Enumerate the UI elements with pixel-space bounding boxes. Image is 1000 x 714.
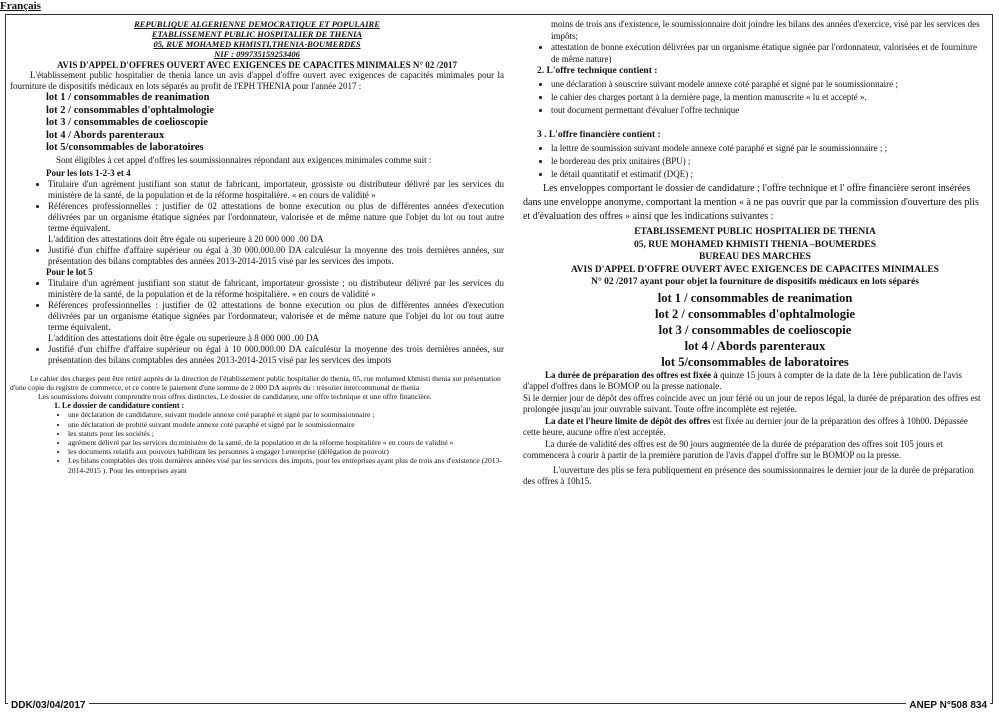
date-limite-text (523, 416, 987, 439)
list-item: • Titulaire d'un agrément justifiant son statut de fabricant, importateur grossiste ; ou distributeur délivré par les services du ministère de la santé, de la population et de la réforme hospitalière. « en cours de validité » (48, 278, 504, 300)
continuation-text: moins de trois ans d'existence, le soumissionnaire doit joindre les bilans des années d'exercice, visé par les services des impôts; (551, 19, 980, 41)
fin-title: 3 . L'offre financière contient : (537, 130, 661, 140)
list-item: • tout document permettant d'évaluer l'offre technique (551, 104, 987, 117)
footer-date: DDK/03/04/2017 (8, 700, 89, 711)
lot-item: lot 2 / consommables d'ophtalmologie (46, 104, 215, 116)
avis-title: AVIS D'APPEL D'OFFRES OUVERT AVEC EXIGENCES DE CAPACITES MINIMALES N° 02 /2017 (57, 60, 457, 70)
continuation-list (523, 42, 987, 65)
tech-list (523, 78, 987, 117)
block-address: 05, RUE MOHAMED KHMISTI THENIA –BOUMERDES (633, 239, 877, 250)
list-item: • Justifié d'un chiffre d'affaire supérieur ou égal à 30 000.000.00 DA calculésur la moyenne des trois dernières années, sur présentation des bilans comptables des années 2013-2014-2015 visé par les services des impots. (48, 245, 504, 267)
list-item: • agrément délivré par les services du ministère de la santé, de la population et de la réforme hospitalière « en cours de validité » (68, 438, 504, 447)
list-item-text: Références professionnelles : justifier de 02 attestations de bonne execution ou plus de différentes années d'execution délivrées par un organisme étatique signées par l'ordonnateur, valorisée et de même nature que l'objet du lot ou tout autre terme équivalent. (48, 299, 504, 332)
duree-text (523, 370, 987, 393)
lot-item: lot 3 / consommables de coelioscopie (46, 117, 208, 128)
list-item: • la lettre de soumission suivant modele annexe coté paraphé et signé par le soumissionnaire ; ; (551, 142, 987, 155)
header-address: 05, RUE MOHAMED KHMISTI,THENIA-BOUMERDES (153, 39, 361, 49)
lots123-list (10, 179, 504, 267)
dernier-jour-text: Si le dernier jour de dépôt des offres coïncide avec un jour férié ou un jour de repos légal, la durée de préparation des offres est prolongée jusqu'au jour ouvrable suivant. Toute offre incomplète est rejetée. (523, 392, 981, 414)
list-item: • Titulaire d'un agrément justifiant son statut de fabricant, importateur, grossiste ou distributeur délivré par les services du ministère de la santé, de la population et de la réforme hospitalière. « en cours de validité » (48, 179, 504, 201)
enveloppes-text: Les enveloppes comportant le dossier de candidature ; l'offre technique et l' offre financière seront insérées dans une enveloppe anonyme, comportant la mention « à ne pas ouvrir que par la commission d'ouverture des plis et d'évaluation des offres » ainsi que les indications suivantes : (523, 183, 979, 222)
list-item (48, 201, 504, 245)
header-nif: NIF : 099735159253406 (214, 49, 300, 59)
left-column (10, 19, 504, 475)
list-item: • les statuts pour les sociétés ; (68, 429, 504, 438)
list-item: • une déclaration à souscrire suivant modele annexe coté paraphé et signé par le soumissionnaire ; (551, 78, 987, 91)
right-lot-list (523, 290, 987, 370)
list-item: • une déclaration de probité suivant modele annexe coté paraphé et signé par le soumissionnaire (68, 420, 504, 429)
header-republic: REPUBLIQUE ALGERIENNE DEMOCRATIQUE ET POPULAIRE (134, 19, 380, 29)
notice-frame (5, 14, 993, 704)
lots123-title: Pour les lots 1-2-3 et 4 (46, 167, 131, 178)
list-item: • les documents relatifs aux pouvoirs habilitant les personnes à engager l.entreprise (délégation de pouvoir) (68, 447, 504, 456)
addition-text: L'addition des attestations doit être égale ou superieure à 8 000 000 .00 DA (48, 332, 320, 343)
dossier-title: 1. Le dossier de candidature contient : (54, 401, 185, 411)
lot-item: lot 4 / Abords parenteraux (684, 338, 826, 353)
list-item-text: Références professionnelles : justifier de 02 attestations de bonne execution ou plus de différentes années d'execution délivrées par un organisme étatique signées par l'ordonnateur, valorisée et de même nature que l'objet du lot ou tout autre terme équivalent. (48, 200, 504, 233)
addition-text: L'addition des attestations doit être égale ou superieure à 20 000 000 .00 DA (48, 233, 324, 244)
date-bold: La date et l'heure limite de dépôt des offres (545, 415, 711, 426)
lot-item: lot 5/consommables de laboratoires (661, 354, 849, 369)
fin-list (523, 142, 987, 181)
list-item (48, 300, 504, 344)
duree-rest: quinze 15 jours à compter de la date de la 1ère publication de l'avis d'appel d'offres dans le BOMOP ou la presse nationale. (523, 369, 962, 391)
soumissions-text: Les soumissions doivent comprendre trois offres distinctes, Le dossier de candidature, une offre technique et une offre financière. (38, 391, 432, 401)
duree-bold: La durée de préparation des offres est fixée à (545, 369, 718, 380)
language-label: Français (0, 0, 41, 12)
list-item: • Les bilans comptables des trois dernières années visé par les services des impots, pour les entreprises ayant plus de trois ans d'existence (2013-2014-2015 ). Pour les entreprises ayant (68, 456, 504, 474)
block-bureau: BUREAU DES MARCHES (699, 252, 811, 262)
date-rest: est fixée au dernier jour de la préparation des offres à 10h00. Dépassée cette heure, aucune offre n'est acceptée. (523, 415, 968, 437)
validite-text: La durée de validité des offres est de 90 jours augmentée de la durée de préparation des offres soit 105 jours et commencera à courir à partir de la première parution de l'avis d'appel d'offre sur le BOMOP ou la presse. (523, 438, 943, 460)
lot-item: lot 2 / consommables d'ophtalmologie (654, 306, 855, 321)
ouverture-text: L'ouverture des plis se fera publiquement en présence des soumissionnaires le dernier jour de la durée de préparation des offres à 10h15. (523, 464, 974, 486)
list-item: • le cahier des charges portant à la dernière page, la mention manuscrite « lu et accepté ». (551, 91, 987, 104)
eligible-text: Sont éligibles à cet appel d'offres les soumissionnaires répondant aux exigences minimales comme suit : (56, 154, 432, 165)
lot-item: lot 1 / consommables de reanimation (46, 92, 210, 103)
list-item: • le bordereau des prix unitaires (BPU) ; (551, 155, 987, 168)
block-establishment: ETABLISSEMENT PUBLIC HOSPITALIER DE THENIA (634, 227, 876, 237)
list-item: • le détail quantitatif et estimatif (DQE) ; (551, 168, 987, 181)
right-column (523, 19, 987, 488)
address-block (523, 226, 987, 289)
lot-item: lot 5/consommables de laboratoires (46, 142, 204, 153)
dossier-list (10, 410, 504, 474)
header-establishment: ETABLISSEMENT PUBLIC HOSPITALIER DE THENIA (151, 29, 363, 39)
list-item: • une déclaration de candidature, suivant modele annexe coté paraphé et signé par le soumissionnaire ; (68, 410, 504, 419)
lot-item: lot 1 / consommables de reanimation (657, 290, 853, 305)
lot-list (10, 92, 504, 155)
block-avis: AVIS D'APPEL D'OFFRE OUVERT AVEC EXIGENCES DE CAPACITES MINIMALES (571, 264, 939, 275)
cahier-text: Le cahier des charges peut être retiré auprès de la direction de l'établissement public hospitalier de thenia, 05, rue mohamed khmisti thenia sur présentation d'une copie du registre de commerce, et ce contre le paiement d'une somme de 2 000 DA auprès du : trésorier intercommunal de thenia (10, 373, 501, 392)
list-item: • attestation de bonne exécution délivrées par un organisme étatique signée par l'ordonnateur, valorisées et de fourniture de même nature) (551, 42, 987, 65)
lot5-list (10, 278, 504, 366)
lot-item: lot 4 / Abords parenteraux (46, 129, 165, 141)
tech-title: 2. L'offre technique contient : (537, 66, 658, 76)
footer-anep: ANEP N°508 834 (906, 700, 990, 711)
lot-item: lot 3 / consommables de coelioscopie (658, 322, 852, 337)
block-objet: N° 02 /2017 ayant pour objet la fourniture de dispositifs médicaux en lots séparés (591, 277, 919, 287)
list-item: • Justifié d'un chiffre d'affaire supérieur ou égal à 10 000.000.00 DA calculésur la moyenne des trois dernières années, sur présentation des bilans comptables des années 2013-2014-2015 visé par les services des impots (48, 344, 504, 366)
intro-text: L'établissement public hospitalier de thenia lance un avis d'appel d'offre ouvert avec exigences de capacités minimales pour la fourniture de dispositifs médicaux en lots séparés au profit de l'EPH THENIA pour l'année 2017 : (10, 70, 504, 91)
lot5-title: Pour le lot 5 (46, 266, 93, 277)
